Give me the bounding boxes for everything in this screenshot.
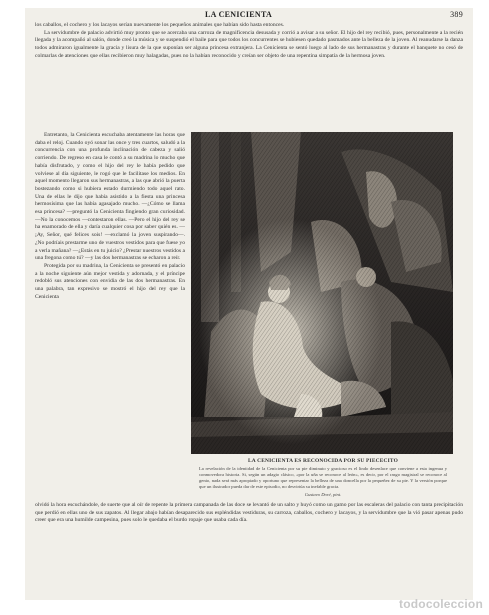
paragraph: los caballos, el cochero y los lacayos serían nuevamente los pequeños animales que habían sido hasta entonces. [35, 22, 285, 28]
left-text-column [35, 132, 185, 462]
watermark-logo: todocoleccion [399, 597, 483, 611]
figure-caption-text: La revelación de la identidad de la Cenicienta por su pie diminuto y gracioso es el lindo desenlace que conviene a esta ingenua y conmovedora historia. Si, según un adagio clásico, «por la uña se reconoce al león», es decir, por el rasgo magistral se reconoce al genio, nada será más apropiado y oportuno que representar la belleza de una doncella por la pequeñez de su pie. Y la versión porque que un ilustrador pueda dar de este episodio, no desvirtúa su inefable gracia. [199, 466, 447, 489]
bottom-text-block [35, 502, 463, 548]
running-header [35, 10, 463, 22]
book-page [25, 8, 473, 600]
figure-caption-title: LA CENICIENTA ES RECONOCIDA POR SU PIECECITO [248, 458, 398, 464]
page-number: 389 [450, 10, 463, 19]
paragraph: Protegida por su madrina, la Cenicienta se presentó en palacio a la noche siguiente aún mejor vestida y adornada, y el príncipe redobló sus atenciones con envidia de las dos hermanastras. En una palabra, tan expresivo se mostró el hijo del rey que la Cenicienta [35, 262, 185, 300]
engraving-drawing [191, 132, 453, 454]
figure-credit: Gustavo Doré, pint. [304, 492, 342, 497]
engraving-illustration [191, 132, 453, 454]
paragraph: La servidumbre de palacio advirtió muy pronto que se acercaba una carroza de magnificencia desusada y corrió a avisar a su señor. El hijo del rey recibió, pues, personalmente a la recién llegada y la acompañó al salón, donde creó la música y se suspendió el baile para que todos los concurrentes se hubiesen quedado pasmados ante la belleza de la joven. Al reanudarse la danza todos admiraron igualmente la gracia y lisura de la que suponían ser alguna princesa extranjera. La Cenicienta se sentó luego al lado de sus hermanastras y durante el banquete no cesó de colmarlas de atenciones que ellas recibieron muy halagadas, pues no la habían reconocido y creían ser objeto de una repentina simpatía de la hermosa joven. [35, 29, 463, 59]
paragraph: olvidó la hora escuchándole, de suerte que al oír de repente la primera campanada de las doce se levantó de un salto y huyó como un gamo por las escaleras del palacio con tanta precipitación que perdió en ellas uno de sus zapatos. Al llegar abajo habían desaparecido sus espléndidas vestiduras, su carroza, caballos, cochero y lacayos, y la servidumbre que la vió pasar apenas pudo creer que era una humilde campesina, pues solo le quedaba el burdo ropaje que usaba cada día. [35, 502, 463, 524]
paragraph: Entretanto, la Cenicienta escuchaba atentamente las horas que daba el reloj. Cuando oyó sonar las once y tres cuartos, saludó a la concurrencia con una profunda inclinación de cabeza y salió corriendo. De regreso en casa le contó a su madrina lo mucho que había disfrutado, y como el hijo del rey le había pedido que volviese al día siguiente, le rogó que le facilitase los medios. En aquel momento llegaron sus hermanastras, a las que abrió la puerta bostezando como si hubiera estado durmiendo todo aquel rato. Una de ellas le dijo que había asistido a la fiesta una princesa hermosísima que las había agasajado mucho. —¿Cómo se llama esa princesa? —preguntó la Cenicienta fingiendo gran curiosidad. —No la conocemos —contestaron ellas. —Pero el hijo del rey se ha enamorado de ella y daría cualquier cosa por saber quién es. —¡Ay, Señor, qué felices sois! —exclamó la joven suspirando—. ¿No podríais prestarme uno de vuestros vestidos para que fuese yo a verla mañana? —¿Estás en tu juicio? ¿Prestar nuestros vestidos a una fregona como tú? —y las dos hermanastras se echaron a reír. [35, 132, 185, 262]
top-text-block [35, 22, 463, 130]
running-title: LA CENICIENTA [205, 10, 273, 19]
